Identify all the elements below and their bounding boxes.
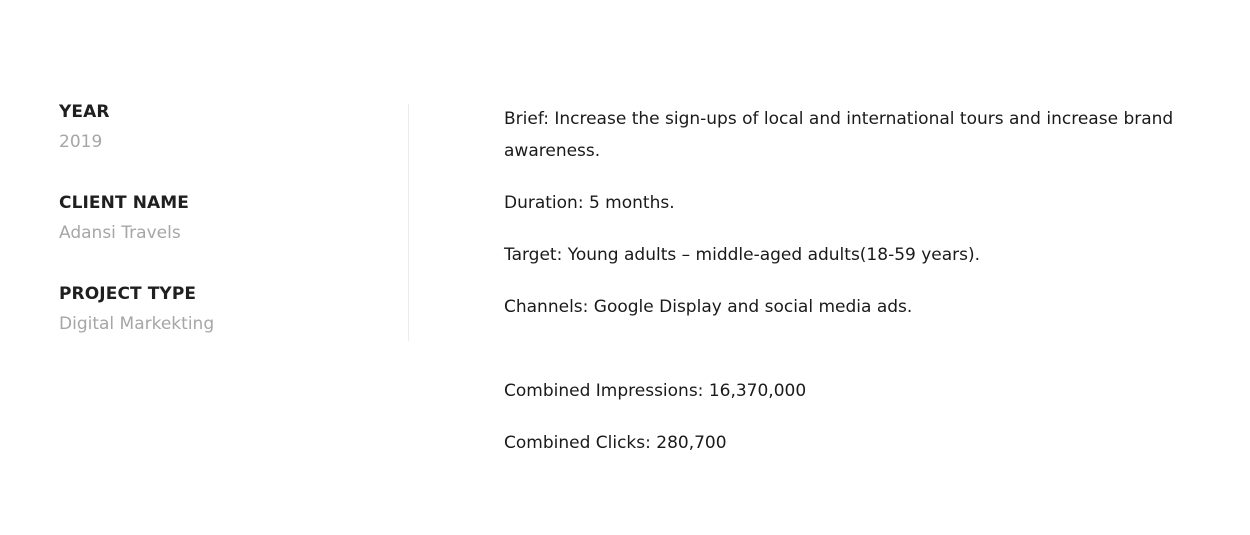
meta-year	[59, 100, 359, 154]
meta-label-year: YEAR	[59, 102, 110, 122]
meta-value-client-name: Adansi Travels	[59, 223, 181, 243]
channels-text: Channels: Google Display and social media ads.	[504, 297, 913, 317]
meta-client-name	[59, 191, 359, 245]
meta-label-project-type: PROJECT TYPE	[59, 284, 197, 304]
impressions-stat: Combined Impressions: 16,370,000	[504, 381, 807, 401]
meta-value-year: 2019	[59, 132, 103, 152]
duration-text: Duration: 5 months.	[504, 193, 675, 213]
clicks-stat: Combined Clicks: 280,700	[504, 433, 727, 453]
column-divider	[408, 104, 409, 341]
target-text: Target: Young adults – middle-aged adults(18-59 years).	[504, 245, 981, 265]
brief-text: Brief: Increase the sign-ups of local and international tours and increase brand awareness.	[504, 109, 1174, 161]
meta-label-client-name: CLIENT NAME	[59, 193, 190, 213]
project-details	[504, 103, 1234, 459]
project-meta	[59, 100, 359, 336]
meta-value-project-type: Digital Markekting	[59, 314, 215, 334]
meta-project-type	[59, 282, 359, 336]
